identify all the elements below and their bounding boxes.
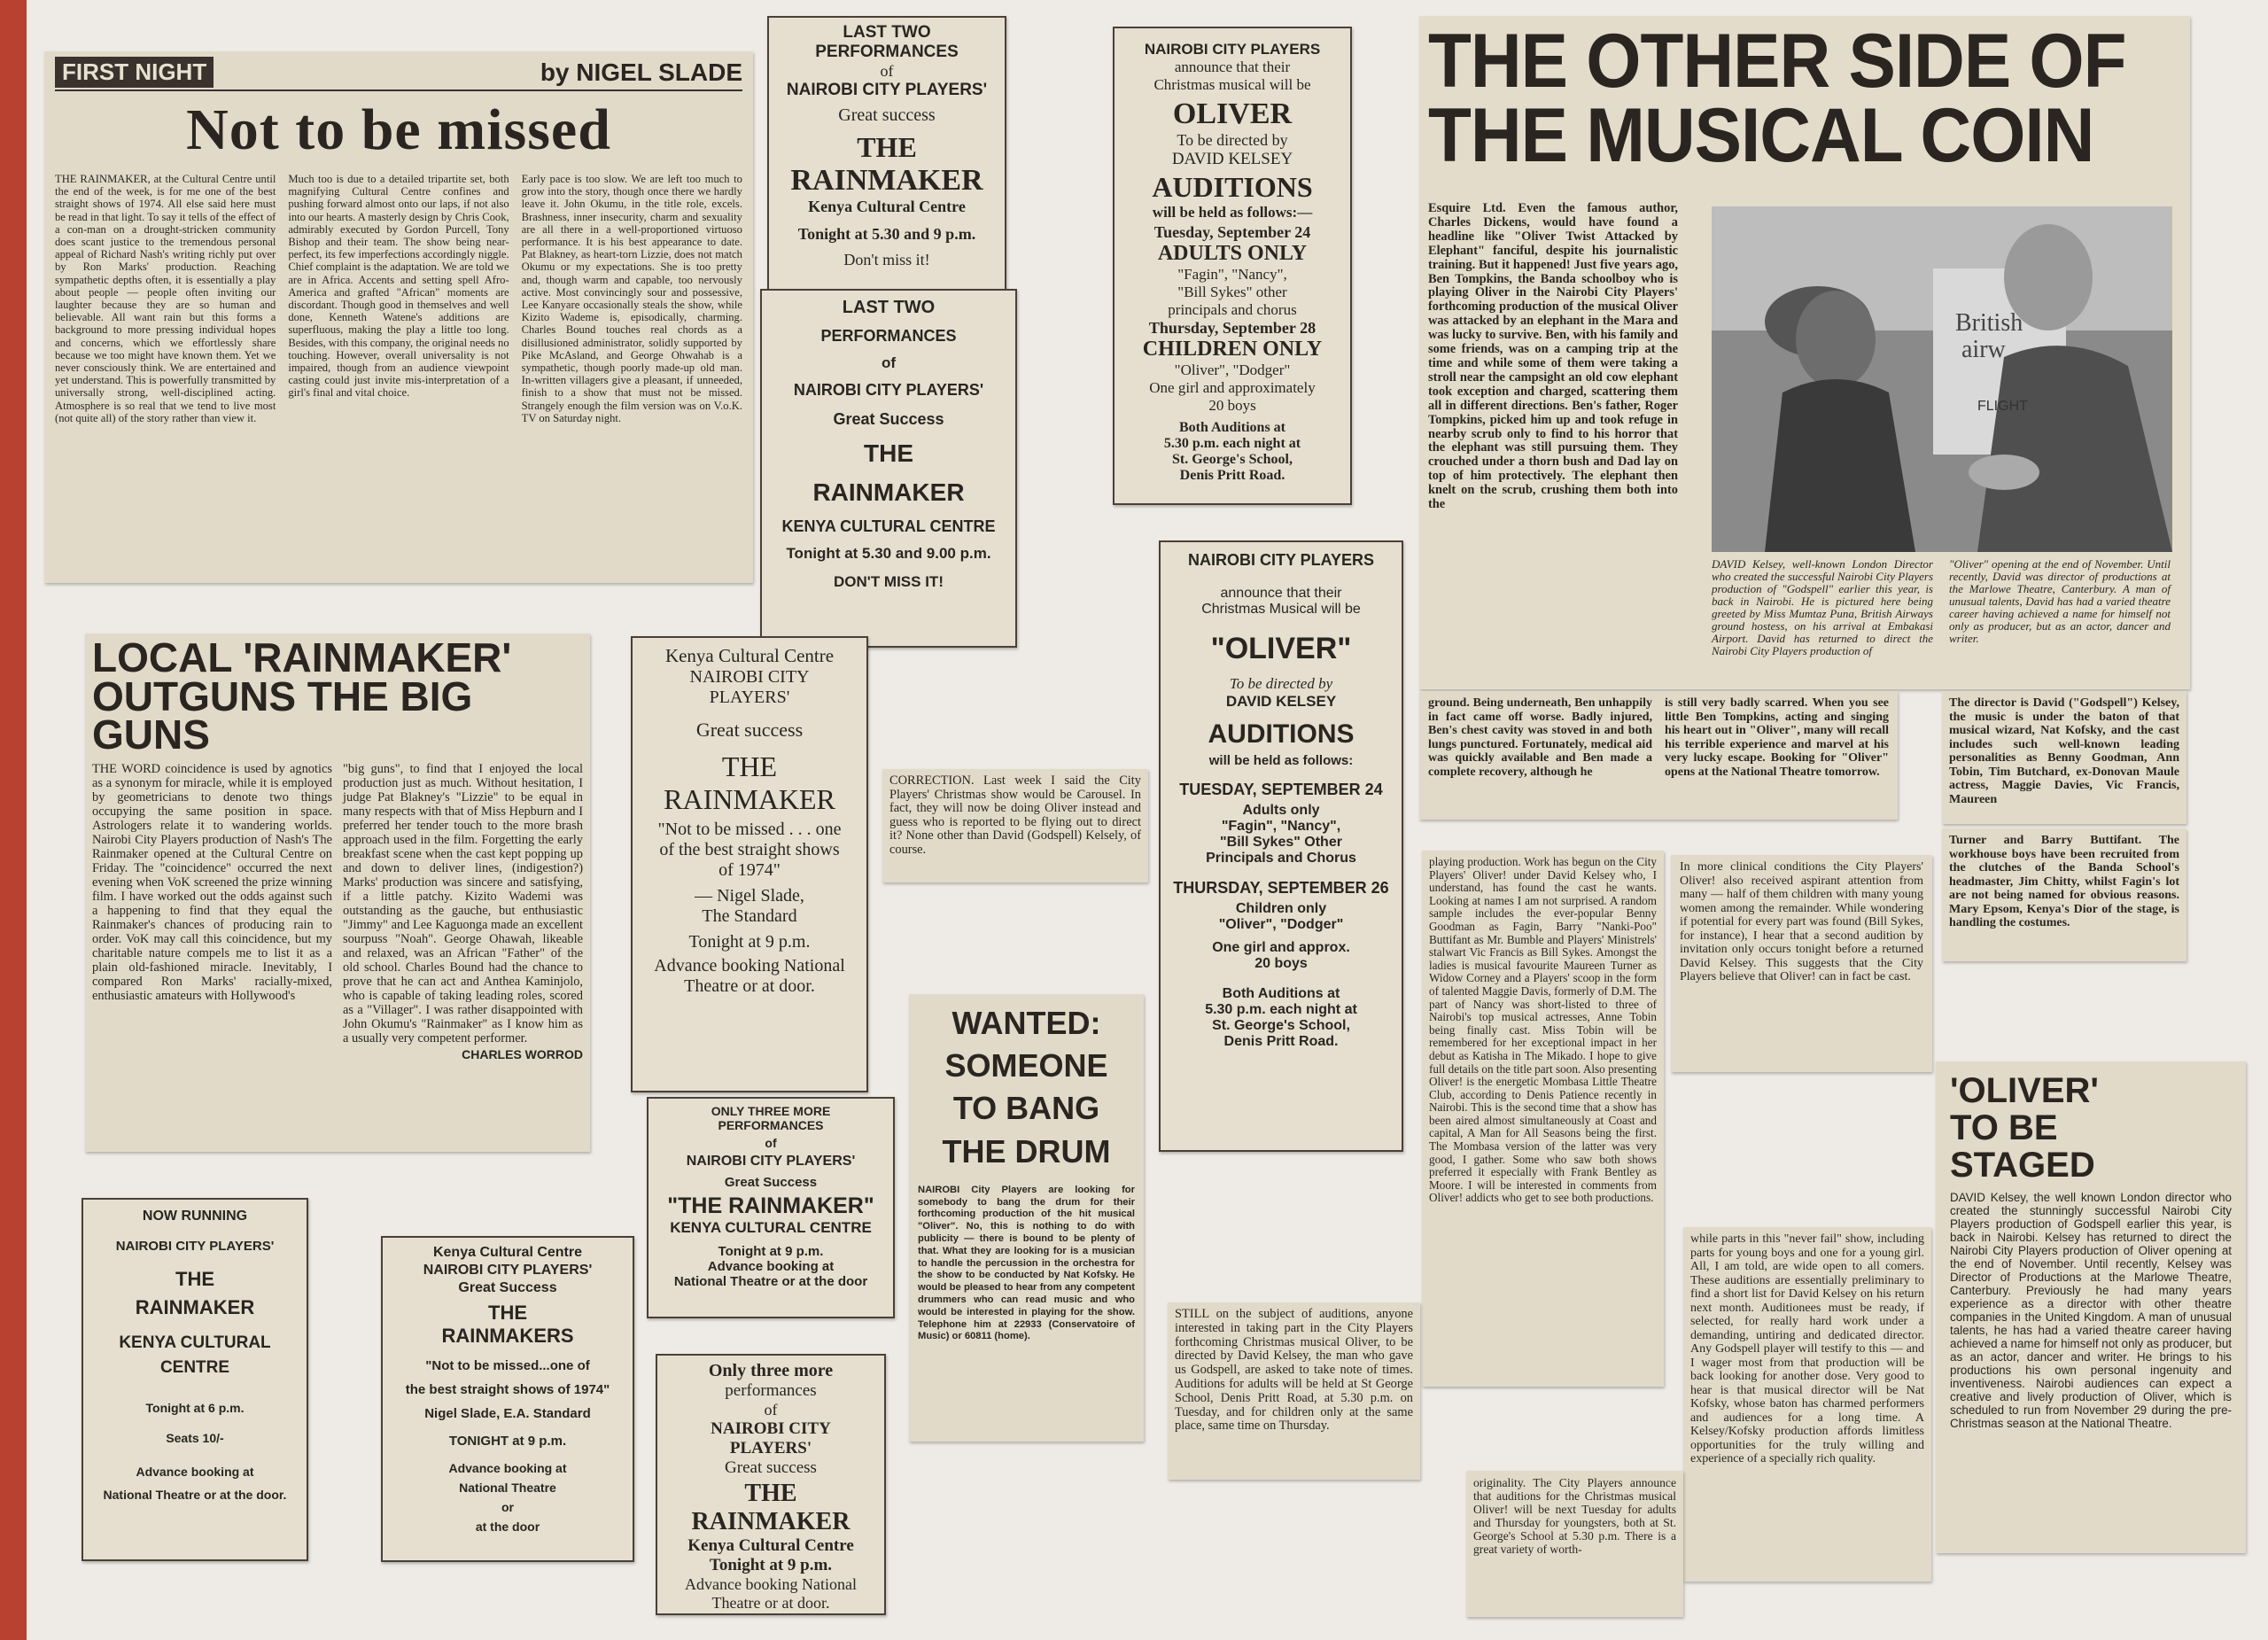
ad-line: Only three more xyxy=(708,1361,834,1380)
ad-line: "OLIVER" xyxy=(1210,632,1352,665)
ad-line: will be held as follows: xyxy=(1208,753,1354,768)
ad-line: St. George's School, xyxy=(1172,452,1293,467)
ad-line: of the best straight shows xyxy=(659,840,840,859)
ad-oliver-auditions-2 xyxy=(1159,540,1403,1152)
ad-line: of xyxy=(880,62,894,80)
ad-line: announce that their xyxy=(1174,58,1291,75)
article-clinical-conditions xyxy=(1671,855,1932,1072)
ad-line: NOW RUNNING xyxy=(142,1209,248,1224)
ad-line: "Fagin", "Nancy", xyxy=(1177,266,1287,283)
article-body: STILL on the subject of auditions, anyone interested in taking part in the City Players forthcoming Christmas musical Oliver, to be directed by David Kelsey, the man who gave us Godspell, are asked to take note of times. Auditions for adults will be held at St George School, Denis Pritt Road, at 5.30 p.m. on Tuesday, and for children only at the same place, same time on Thursday. xyxy=(1175,1307,1413,1434)
ad-line: NAIROBI CITY PLAYERS' xyxy=(793,381,984,399)
ad-line: "Fagin", "Nancy", xyxy=(1221,819,1341,834)
ad-line: THE xyxy=(721,750,778,782)
column-3: Early pace is too slow. We are left too much to grow into the story, though once there we hardly leave it. John Okumu, in the title role, excels. Brashness, inner insecurity, charm and sexuality are all there in a well-proportioned virtuoso performance. It is his best appearance to date. Pat Blakney, as heart-torn Lizzie, does not match Okumu or my expectations. She is too pretty and, though warm and capable, too nervously active. Most convincingly sour and possessive, Lee Kanyare occasionally steals the show, while Kizito Wademe is, episodically, charming. Charles Bound touches real chords as a disillusioned administrator, solidly supported by Pike McAsland, and George Ohwahab is a sympathetic, though poorly made-up old man. In-written villagers give a pleasant, if unneeded, finish to a show that must not be missed. Strangely enough the film version was on V.o.K. TV on Saturday night. xyxy=(521,173,742,424)
ad-line: THE xyxy=(175,1268,214,1290)
ad-line: AUDITIONS xyxy=(1208,719,1355,749)
ad-line: will be held as follows:— xyxy=(1152,204,1313,221)
ad-line: ADULTS ONLY xyxy=(1157,242,1308,265)
ad-line: NAIROBI CITY PLAYERS' xyxy=(686,1154,856,1169)
ad-line: Advance booking National xyxy=(654,956,845,975)
column-1: ground. Being underneath, Ben unhappily in fact came off worse. Badly injured, Ben's chest cavity was stoved in and both lungs punctured. Fortunately, medical aid was quickly available and Ben made a complete recovery, although he xyxy=(1428,696,1652,779)
photo-david-kelsey-greeting xyxy=(1712,206,2172,552)
ad-line: Theatre or at door. xyxy=(711,1594,830,1612)
article-body: DAVID Kelsey, the well known London director who created the stunningly successful Nairobi City Players production of Godspell earlier this year, is back in Nairobi. Kelsey has returned to direct the Nairobi City Players production of Oliver opening at the end of November. Until recently, Kelsey was Director of Productions at the Marlowe Theatre, Canterbury. Previously he had many years experience as a director with other theatre companies in the United Kingdom. A man of unusual talents, he has had a varied theatre career having achieved a name for himself not only as producer, but as an actor, dancer and writer. He brings to his productions his own personal ingenuity and inventiveness. Nairobi audiences can expect a creative and lively production of Oliver, which is scheduled to run from November 29 during the pre-Christmas season at the National Theatre. xyxy=(1950,1191,2232,1430)
ad-line: of 1974" xyxy=(718,860,781,880)
ad-rainmakers xyxy=(381,1236,634,1562)
headline-line-1: LOCAL 'RAINMAKER' xyxy=(92,634,512,680)
ad-line: NAIROBI CITY PLAYERS xyxy=(1144,41,1321,58)
article-ben-continuation xyxy=(1419,691,1898,820)
article-cast-note xyxy=(1942,828,2186,961)
ad-line: Kenya Cultural Centre xyxy=(664,645,835,666)
ad-line: Great success xyxy=(725,1458,817,1477)
headline-line-2: SOMEONE xyxy=(944,1047,1108,1084)
ad-line: Denis Pritt Road. xyxy=(1223,1034,1339,1049)
byline: CHARLES WORROD xyxy=(462,1047,583,1062)
photo-image xyxy=(1712,206,2172,552)
ad-line: Tonight at 9 p.m. xyxy=(709,1556,833,1574)
ad-line: Advance booking at xyxy=(448,1461,567,1475)
article-wanted-drummer xyxy=(909,994,1144,1442)
ad-line: NAIROBI CITY PLAYERS xyxy=(1187,551,1375,569)
article-work-has-begun xyxy=(1422,851,1664,1387)
photo-caption-left: DAVID Kelsey, well-known London Director who created the successful Nairobi City Players production of "Godspell" earlier this year, is back in Nairobi. He is pictured here being greeted by Miss Mumtaz Puna, British Airways ground hostess, on his arrival at Embakasi Airport. David has returned to direct the Nairobi City Players production of xyxy=(1712,557,1933,657)
ad-line: of xyxy=(765,1136,777,1150)
ad-line: Principals and Chorus xyxy=(1206,851,1356,866)
article-director-note xyxy=(1942,691,2186,824)
article-never-fail xyxy=(1683,1227,1931,1582)
column-2: is still very badly scarred. When you see little Ben Tompkins, acting and singing his heart out in "Oliver", many will recall his terrible experience and marvel at his very lucky escape. Booking for "Oliver" opens at the National Theatre tomorrow. xyxy=(1665,696,1889,779)
ad-line: NAIROBI CITY PLAYERS' xyxy=(786,81,988,99)
sign-text-1: British xyxy=(1955,309,2023,337)
review-local-rainmaker xyxy=(85,633,590,1152)
ad-line: Great success xyxy=(838,105,936,125)
ad-line: "Not to be missed...one of xyxy=(425,1358,590,1373)
ad-line: Great Success xyxy=(724,1175,818,1190)
headline-line-2: OUTGUNS THE BIG GUNS xyxy=(92,672,473,758)
article-other-side-musical-coin xyxy=(1419,16,2190,689)
ad-line: NAIROBI CITY xyxy=(689,667,810,687)
ad-line: National Theatre or at the door xyxy=(673,1274,868,1289)
article-body: Esquire Ltd. Even the famous author, Charles Dickens, would have found a headline like "Oliver Twist Attacked by Elephant" fanciful, despite his journalistic training. But it happened! Just five years ago, Ben Tompkins, the Banda schoolboy who is playing Oliver in the Nairobi City Players' forthcoming production of the musical Oliver was attacked by an elephant in the Mara and was lucky to survive. Ben, with his family and some friends, was on a camping trip at the time and while some of them were taking a stroll near the campsight an old cow elephant took exception and charged, scattering them all in different directions. Ben's father, Roger Tompkins, picked him up and took refuge in nearby scrub only to find to his horror that the elephant was still pursuing them. They crouched under a thorn bush and Dad lay on top of him protectively. The elephant then knelt on the scrub, crushing them both into the xyxy=(1428,201,1678,512)
ad-line: RAINMAKER xyxy=(135,1296,255,1318)
ad-line: PERFORMANCES xyxy=(815,43,959,61)
ad-line: Advance booking National xyxy=(685,1575,857,1593)
headline-line-1: WANTED: xyxy=(951,1005,1101,1041)
ad-line: Kenya Cultural Centre xyxy=(808,198,966,215)
article-originality xyxy=(1466,1471,1683,1617)
ad-line: Tuesday, September 24 xyxy=(1153,223,1311,241)
ad-line: Tonight at 9 p.m. xyxy=(718,1244,824,1259)
ad-line: AUDITIONS xyxy=(1152,171,1313,203)
article-body: CORRECTION. Last week I said the City Players' Christmas show would be Carousel. In fact, they will now be doing Oliver instead and guess who is reported to be flying out to direct it? None other than David (Godspell) Kelsely, of course. xyxy=(889,773,1141,857)
ad-line: Great Success xyxy=(833,410,944,428)
headline-line-3: STAGED xyxy=(1950,1146,2095,1185)
ad-line: Great success xyxy=(695,719,804,741)
ad-line: at the door xyxy=(475,1520,540,1534)
ad-last-two-performances-2 xyxy=(760,289,1017,648)
ad-line: Denis Pritt Road. xyxy=(1179,468,1285,483)
ad-line: "Bill Sykes" other xyxy=(1177,284,1287,300)
ad-line: Nigel Slade, E.A. Standard xyxy=(424,1406,591,1421)
article-body: playing production. Work has begun on the City Players' Oliver! under David Kelsey who, I understand, has found the cast he wants. Looking at names I am not surprised. A random sample includes the ever-popular Benny Goodman as Fagin, Barry "Nanki-Poo" Buttifant as Mr. Bumble and Players' Ministrels' stalwart Vic Francis as Bill Sykes. Amongst the ladies is musical favourite Maureen Turner as Widow Corney and a Players' scoop in the form of talented Maggie Davis, formerly of D.M. The part of Nancy was short-listed to three of Nairobi's top musical actresses, Anne Tobin being finally cast. Miss Tobin will be remembered for her exceptional impact in her debut as Katisha in The Mikado. I hope to give full details on the title part soon. Also presenting Oliver! is the energetic Mombasa Little Theatre Club, according to Denis Patience recently in Nairobi. This is the second time that a show has been aired almost simultaneously at Coast and capital, A Man for All Seasons being the first. The Mombasa version of the latter was very good, I gather. Some who saw both shows preferred it especially with Frank Bentley as Moore. I will be interested in comments from Oliver! addicts who get to see both productions. xyxy=(1429,855,1657,1205)
ad-line: of xyxy=(764,1401,778,1418)
ad-line: LAST TWO xyxy=(843,23,931,42)
headline-line-4: THE DRUM xyxy=(942,1132,1111,1170)
headline-line-1: 'OLIVER' xyxy=(1950,1071,2099,1110)
ad-line: Kenya Cultural Centre xyxy=(432,1245,583,1260)
ad-line: PERFORMANCES xyxy=(718,1118,824,1132)
ad-line: "Oliver", "Dodger" xyxy=(1218,917,1344,932)
sign-text-3: FLIGHT xyxy=(1977,399,2028,414)
ad-line: St. George's School, xyxy=(1212,1018,1350,1033)
ad-line: ONLY THREE MORE xyxy=(711,1104,831,1118)
ad-line: DAVID KELSEY xyxy=(1225,693,1337,710)
ad-line: Both Auditions at xyxy=(1178,420,1286,435)
headline-line-1: THE OTHER SIDE OF xyxy=(1428,18,2126,104)
article-correction xyxy=(882,769,1148,882)
ad-line: KENYA CULTURAL CENTRE xyxy=(670,1219,872,1236)
column-1: THE WORD coincidence is used by agnotics as a synonym for miracle, while it is employed by geometricians to denote two things occupying the same position in space. Astrologers relate it to wandering worlds. Nairobi City Players production of Nash's The Rainmaker opened at the Cultural Centre on Friday. The "coincidence" occurred the next evening when VoK screened the prize winning film. I have worked out the odds against such a happening to find that they equal the Rainmaker's chances of producing rain to order. VoK may call this coincidence, but my charitable nature compels me to list it as a plain old-fashioned miracle. Inevitably, I compared Ron Marks' racially-mixed, enthusiastic amateurs with Hollywood's xyxy=(92,762,332,1004)
ad-three-more-performances-1 xyxy=(647,1097,895,1318)
ad-line: KENYA CULTURAL xyxy=(119,1333,271,1352)
kicker-first-night: FIRST NIGHT xyxy=(55,57,214,88)
ad-line: principals and chorus xyxy=(1168,301,1297,318)
ad-line: Tonight at 9 p.m. xyxy=(688,932,811,952)
article-still-auditions xyxy=(1168,1302,1420,1480)
article-body: originality. The City Players announce that auditions for the Christmas musical Oliver! will be next Tuesday for adults and Thursday for youngsters, both at St. George's School at 5.30 p.m. There is a great variety of worth- xyxy=(1473,1476,1676,1556)
ad-line: 20 boys xyxy=(1208,397,1256,414)
ad-line: One girl and approximately xyxy=(1149,379,1316,396)
ad-line: DAVID KELSEY xyxy=(1171,150,1293,168)
ad-rainmaker-quote xyxy=(631,636,868,1092)
column-2: Much too is due to a detailed tripartite set, both magnifying Cultural Centre confines and pushing forward almost onto our laps, if not also into our hearts. A masterly design by Chris Cook, admirably executed by Gordon Purcell, Tony Bishop and their team. The show being near-perfect, its few imperfections accordingly niggle. Chief complaint is the adaptation. We are told we are in Africa. Accents and setting spell Afro-America and grafted "African" moments are discordant. Though good in themselves and well done, Kenneth Watene's additions are superfluous, making the play a little too long. Besides, with this company, the original needs no touching. However, overall universality is not impaired, though from an audience viewpoint casting could just invite mis-interpretation of a girl's final and vital choice. xyxy=(288,173,509,400)
ad-oliver-auditions-1 xyxy=(1113,27,1352,505)
ad-line: "Oliver", "Dodger" xyxy=(1174,361,1291,378)
ad-line: Don't miss it! xyxy=(843,251,930,268)
ad-line: CHILDREN ONLY xyxy=(1142,338,1323,361)
ad-line: NAIROBI CITY PLAYERS' xyxy=(115,1239,275,1254)
ad-line: NAIROBI CITY PLAYERS' xyxy=(423,1263,593,1278)
ad-line: THE xyxy=(857,131,917,163)
ad-line: Theatre or at door. xyxy=(684,976,815,996)
ad-line: NAIROBI CITY xyxy=(711,1419,831,1438)
ad-line: Seats 10/- xyxy=(166,1431,224,1445)
ad-line: "Not to be missed . . . one xyxy=(657,820,842,839)
ad-line: of xyxy=(881,354,897,371)
ad-line: 20 boys xyxy=(1254,956,1308,971)
ad-line: THURSDAY, SEPTEMBER 26 xyxy=(1173,879,1389,897)
ad-line: RAINMAKER xyxy=(790,164,983,197)
ad-line: Thursday, September 28 xyxy=(1148,319,1317,337)
ad-line: Advance booking at xyxy=(707,1259,835,1274)
ad-last-two-performances-1 xyxy=(767,16,1006,308)
article-body: while parts in this "never fail" show, including parts for young boys and one for a young girl. All, I am told, are wide open to all comers. These auditions are essentially preliminary to find a short list for David Kelsey on his return next month. Auditionees must be ready, if selected, for really hard work under a demanding, untiring and dedicated director. Any Godspell player will testify to this — and I wager most from that production will be back looking for another dose. Very good to hear is that musical director will be Nat Kofsky, whose baton has charmed performers and audiences for a long time. A Kelsey/Kofsky production affords limitless opportunities for the truly willing and experience of a specially rich quality. xyxy=(1690,1232,1924,1465)
ad-line: Christmas musical will be xyxy=(1153,76,1311,93)
ad-line: The Standard xyxy=(702,906,797,926)
ad-line: RAINMAKERS xyxy=(441,1325,574,1347)
ad-line: LAST TWO xyxy=(842,298,936,317)
ad-line: Advance booking at xyxy=(136,1465,254,1479)
ad-line: 5.30 p.m. each night at xyxy=(1163,436,1301,451)
ad-line: THE xyxy=(744,1480,797,1507)
ad-line: THE xyxy=(864,439,913,467)
ad-line: KENYA CULTURAL CENTRE xyxy=(781,517,996,535)
ad-line: One girl and approx. xyxy=(1212,940,1350,955)
ad-line: PLAYERS' xyxy=(709,688,790,707)
ad-line: Christmas Musical will be xyxy=(1201,602,1361,617)
ad-line: Children only xyxy=(1235,901,1327,916)
ad-line: TUESDAY, SEPTEMBER 24 xyxy=(1179,781,1383,798)
ad-three-more-performances-2 xyxy=(656,1354,886,1615)
ad-line: To be directed by xyxy=(1177,131,1288,149)
ad-line: National Theatre or at the door. xyxy=(103,1488,287,1502)
photo-caption-right: "Oliver" opening at the end of November. Until recently, David was director of productions at the Marlowe Theatre, Canterbury. A man of unusual talents, David has had a varied theatre career having achieved a name for himself not only as producer, but as an actor, dancer and writer. xyxy=(1949,557,2171,645)
ad-line: — Nigel Slade, xyxy=(695,886,804,905)
ad-line: announce that their xyxy=(1220,586,1342,601)
article-body: Turner and Barry Buttifant. The workhouse boys have been recruited from the clutches of the Banda School's headmaster, Jim Chitty, whilst Fagin's lot are not being named for obvious reasons. Mary Epsom, Kenya's Dior of the stage, is handling the costumes. xyxy=(1949,834,2179,929)
ad-line: RAINMAKER xyxy=(664,783,835,815)
ad-line: the best straight shows of 1974" xyxy=(405,1382,610,1397)
column-2: "big guns", to find that I enjoyed the local production just as much. Without hesitation, I judge Pat Blakney's "Lizzie" to be equal in many respects with that of Miss Hepburn and I preferred her tender touch to the more brash approach used in the film. Forgetting the early breakfast scene when the cast kept popping up and down to deliver lines, (indigestion?) Marks' production was sincere and satisfying, if a little patchy. Kizito Wademi was outstanding as the gauche, but enthusiastic "Jimmy" and Lee Kaguonga made an excellent sourpuss "Noah". George Ohawah, likeable and relaxed, was an African "Father" of the old school. Charles Bound had the chance to prove that he can act and Anthea Kaminjolo, who is capable of taking leading roles, scored as a "Villager". I was rather disappointed with John Okumu's "Rainmaker" as I know him as a usually very competent performer. xyxy=(343,762,583,1046)
ad-line: THE xyxy=(488,1302,527,1324)
ad-line: Tonight at 5.30 and 9 p.m. xyxy=(797,225,976,243)
article-oliver-to-be-staged xyxy=(1936,1061,2246,1553)
byline: by NIGEL SLADE xyxy=(540,58,742,86)
ad-line: Tonight at 6 p.m. xyxy=(145,1401,245,1415)
ad-line: RAINMAKER xyxy=(812,478,965,506)
ad-line: "THE RAINMAKER" xyxy=(667,1193,874,1218)
sign-text-2: airw xyxy=(1961,336,2006,363)
article-body: The director is David ("Godspell") Kelsey, the music is under the baton of that musical wizard, Nat Kofsky, and the cast includes such well-known leading personalities as Benny Goodman, Ann Tobin, Tim Butchard, ex-Donovan Maule actress, Maggie Davies, Vic Francis, Maureen xyxy=(1949,696,2179,806)
ad-line: PLAYERS' xyxy=(729,1439,812,1457)
ad-line: "Bill Sykes" Other xyxy=(1220,835,1342,850)
article-body: In more clinical conditions the City Players' Oliver! also received aspirant attention from many — half of them children with many young women among the remainder. While wondering if potential for every part was found (Bill Sykes, for instance), I hear that a second audition by invitation only occurs tonight before a returned David Kelsey. This suggests that the City Players believe that Oliver! can in fact be cast. xyxy=(1680,860,1923,983)
ad-line: Great Success xyxy=(458,1280,557,1295)
ad-line: To be directed by xyxy=(1229,675,1333,692)
column-1: THE RAINMAKER, at the Cultural Centre until the end of the week, is for me one of the best straight shows of 1974. All else said here must be read in that light. To say it tells of the effect of a con-man on a drought-stricken community does scant justice to the tremendous personal appeal of Richard Nash's writing richly put over by Ron Marks' production. Reaching sympathetic depths often, it is essentially a play about people — people often inviting our laughter because they are so human and believable. All want rain but this forms a background to more pressing individual hopes and concerns, which we effortlessly share because we too might have known them. Yet we never consciously think. We are entertained and yet understand. This is powerfully transmitted by universally strong, well-disciplined acting. Atmosphere is so real that we tend to live most (not quite all) of the story rather than view it. xyxy=(55,173,276,424)
ad-line: OLIVER xyxy=(1172,97,1293,130)
ad-now-running xyxy=(82,1198,308,1561)
headline-line-3: TO BANG xyxy=(952,1090,1100,1127)
ad-line: PERFORMANCES xyxy=(820,327,957,345)
ad-line: 5.30 p.m. each night at xyxy=(1205,1002,1357,1017)
ad-line: or xyxy=(501,1500,514,1514)
ad-line: performances xyxy=(725,1381,817,1400)
ad-line: TONIGHT at 9 p.m. xyxy=(448,1434,567,1449)
headline: Not to be missed xyxy=(186,97,611,162)
ad-line: Both Auditions at xyxy=(1222,986,1340,1001)
review-not-to-be-missed xyxy=(44,51,753,583)
ad-line: RAINMAKER xyxy=(691,1508,850,1535)
ad-line: DON'T MISS IT! xyxy=(834,573,944,590)
ad-line: Kenya Cultural Centre xyxy=(687,1536,854,1555)
headline-line-2: TO BE xyxy=(1950,1108,2058,1147)
article-body: NAIROBI City Players are looking for somebody to bang the drum for their forthcoming production of the hit musical "Oliver". No, this is nothing to do with publicity — there is bound to be plenty of that. What they are looking for is a musician to handle the percussion in the orchestra for the show to be conducted by Nat Kofsky. He would be pleased to hear from any competent drummers who can read music and who would be interested in playing for the show. Telephone him at 22933 (Conservatoire of Music) or 60811 (home). xyxy=(918,1184,1135,1342)
ad-line: National Theatre xyxy=(459,1481,556,1495)
headline-line-2: THE MUSICAL COIN xyxy=(1428,92,2094,178)
ad-line: Adults only xyxy=(1242,803,1320,818)
ad-line: CENTRE xyxy=(159,1358,230,1377)
ad-line: Tonight at 5.30 and 9.00 p.m. xyxy=(786,545,991,562)
